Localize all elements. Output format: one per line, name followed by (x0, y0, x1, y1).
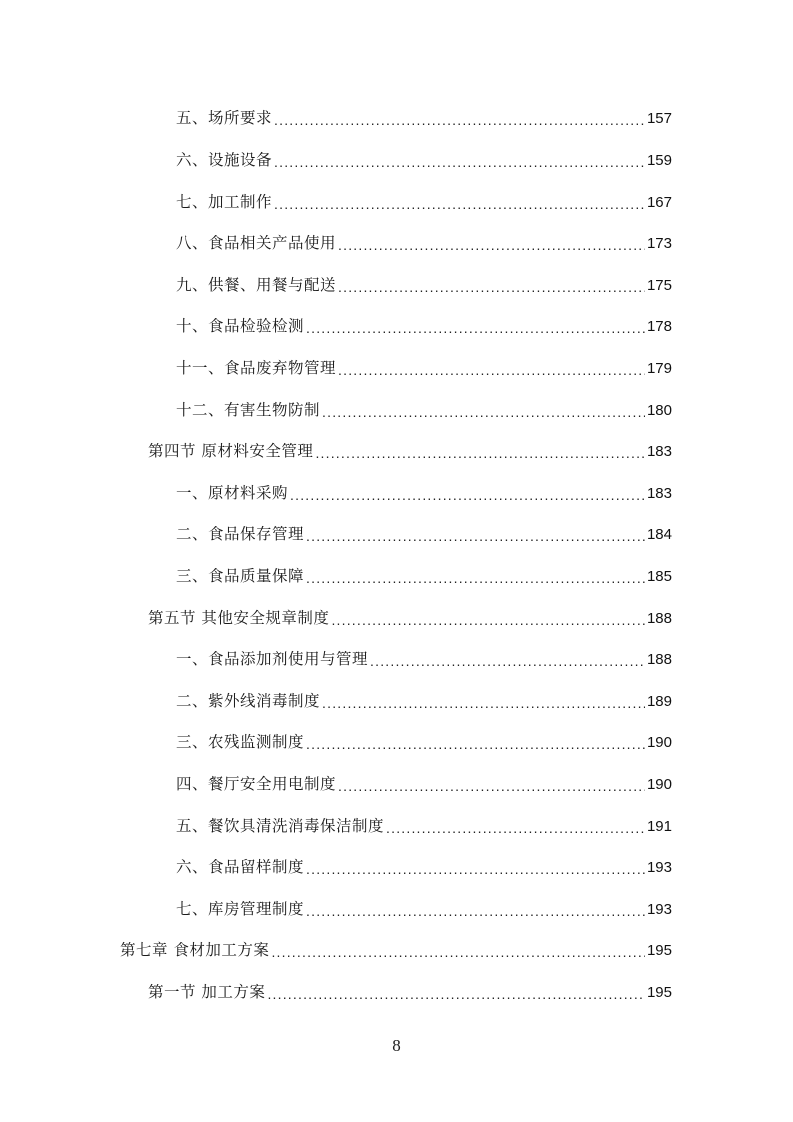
dot-leader (306, 736, 645, 752)
dot-leader (306, 528, 645, 544)
dot-leader (306, 320, 645, 336)
toc-entry-title: 六、食品留样制度 (176, 858, 305, 876)
toc-entry-title: 十一、食品废弃物管理 (176, 359, 337, 377)
toc-entry-page: 175 (646, 277, 672, 294)
dot-leader (338, 778, 645, 794)
toc-entry-title: 第四节 原材料安全管理 (148, 442, 314, 460)
toc-entry-title: 三、食品质量保障 (176, 567, 305, 585)
dot-leader (338, 237, 645, 253)
toc-entry[interactable] (176, 645, 672, 669)
dot-leader (338, 279, 645, 295)
toc-entry-title: 第五节 其他安全规章制度 (148, 609, 330, 627)
dot-leader (267, 986, 645, 1002)
dot-leader (322, 695, 645, 711)
toc-entry-title: 二、紫外线消毒制度 (176, 692, 321, 710)
toc-entry-page: 184 (646, 526, 672, 543)
toc-entry-title: 五、餐饮具清洗消毒保洁制度 (176, 817, 385, 835)
dot-leader (322, 404, 645, 420)
dot-leader (274, 196, 645, 212)
toc-entry-title: 十二、有害生物防制 (176, 401, 321, 419)
toc-entry-title: 八、食品相关产品使用 (176, 234, 337, 252)
toc-entry[interactable] (176, 687, 672, 711)
toc-entry[interactable] (176, 271, 672, 295)
toc-entry-title: 六、设施设备 (176, 151, 273, 169)
dot-leader (306, 861, 645, 877)
toc-entry-page: 183 (646, 485, 672, 502)
toc-entry[interactable] (176, 562, 672, 586)
toc-entry[interactable] (176, 354, 672, 378)
toc-entry[interactable] (176, 312, 672, 336)
toc-entry[interactable] (176, 770, 672, 794)
dot-leader (386, 820, 645, 836)
toc-entry[interactable] (176, 479, 672, 503)
toc-entry[interactable] (176, 104, 672, 128)
toc-entry-page: 183 (646, 443, 672, 460)
dot-leader (370, 653, 645, 669)
toc-entry-page: 188 (646, 651, 672, 668)
toc-entry-title: 三、农残监测制度 (176, 733, 305, 751)
toc-entry-title: 一、原材料采购 (176, 484, 289, 502)
toc-section-entry[interactable] (148, 604, 672, 628)
toc-entry-page: 190 (646, 734, 672, 751)
toc-entry-page: 188 (646, 610, 672, 627)
toc-entry-title: 七、加工制作 (176, 193, 273, 211)
toc-entry-page: 178 (646, 318, 672, 335)
toc-entry-page: 191 (646, 818, 672, 835)
toc-entry-page: 195 (646, 942, 672, 959)
toc-entry-page: 193 (646, 901, 672, 918)
dot-leader (315, 445, 645, 461)
toc-entry[interactable] (176, 396, 672, 420)
toc-entry-page: 157 (646, 110, 672, 127)
toc-entry-title: 四、餐厅安全用电制度 (176, 775, 337, 793)
dot-leader (274, 112, 645, 128)
toc-section-entry[interactable] (148, 437, 672, 461)
toc-entry-title: 五、场所要求 (176, 109, 273, 127)
toc-entry[interactable] (176, 229, 672, 253)
toc-entry-page: 189 (646, 693, 672, 710)
toc-entry-page: 190 (646, 776, 672, 793)
toc-entry-title: 二、食品保存管理 (176, 525, 305, 543)
dot-leader (271, 944, 645, 960)
toc-entry-page: 185 (646, 568, 672, 585)
toc-entry[interactable] (176, 188, 672, 212)
toc-section-entry[interactable] (148, 978, 672, 1002)
toc-entry-title: 九、供餐、用餐与配送 (176, 276, 337, 294)
toc-entry[interactable] (176, 895, 672, 919)
toc-entry-page: 159 (646, 152, 672, 169)
toc-entry-page: 173 (646, 235, 672, 252)
toc-entry-page: 193 (646, 859, 672, 876)
toc-entry-title: 第一节 加工方案 (148, 983, 266, 1001)
toc-entry[interactable] (176, 146, 672, 170)
toc-entry-page: 195 (646, 984, 672, 1001)
page-number: 8 (392, 1036, 401, 1055)
dot-leader (331, 612, 645, 628)
toc-entry-page: 179 (646, 360, 672, 377)
dot-leader (290, 487, 645, 503)
toc-entry[interactable] (176, 728, 672, 752)
dot-leader (274, 154, 645, 170)
toc-entry-title: 第七章 食材加工方案 (120, 941, 270, 959)
toc-entry[interactable] (176, 520, 672, 544)
toc-entry-page: 180 (646, 402, 672, 419)
toc-chapter-entry[interactable] (120, 936, 672, 960)
toc-entry-title: 七、库房管理制度 (176, 900, 305, 918)
toc-entry-title: 一、食品添加剂使用与管理 (176, 650, 369, 668)
dot-leader (306, 903, 645, 919)
toc-entry-page: 167 (646, 194, 672, 211)
dot-leader (338, 362, 645, 378)
toc-entry-title: 十、食品检验检测 (176, 317, 305, 335)
dot-leader (306, 570, 645, 586)
toc-entry[interactable] (176, 853, 672, 877)
toc-entry[interactable] (176, 812, 672, 836)
